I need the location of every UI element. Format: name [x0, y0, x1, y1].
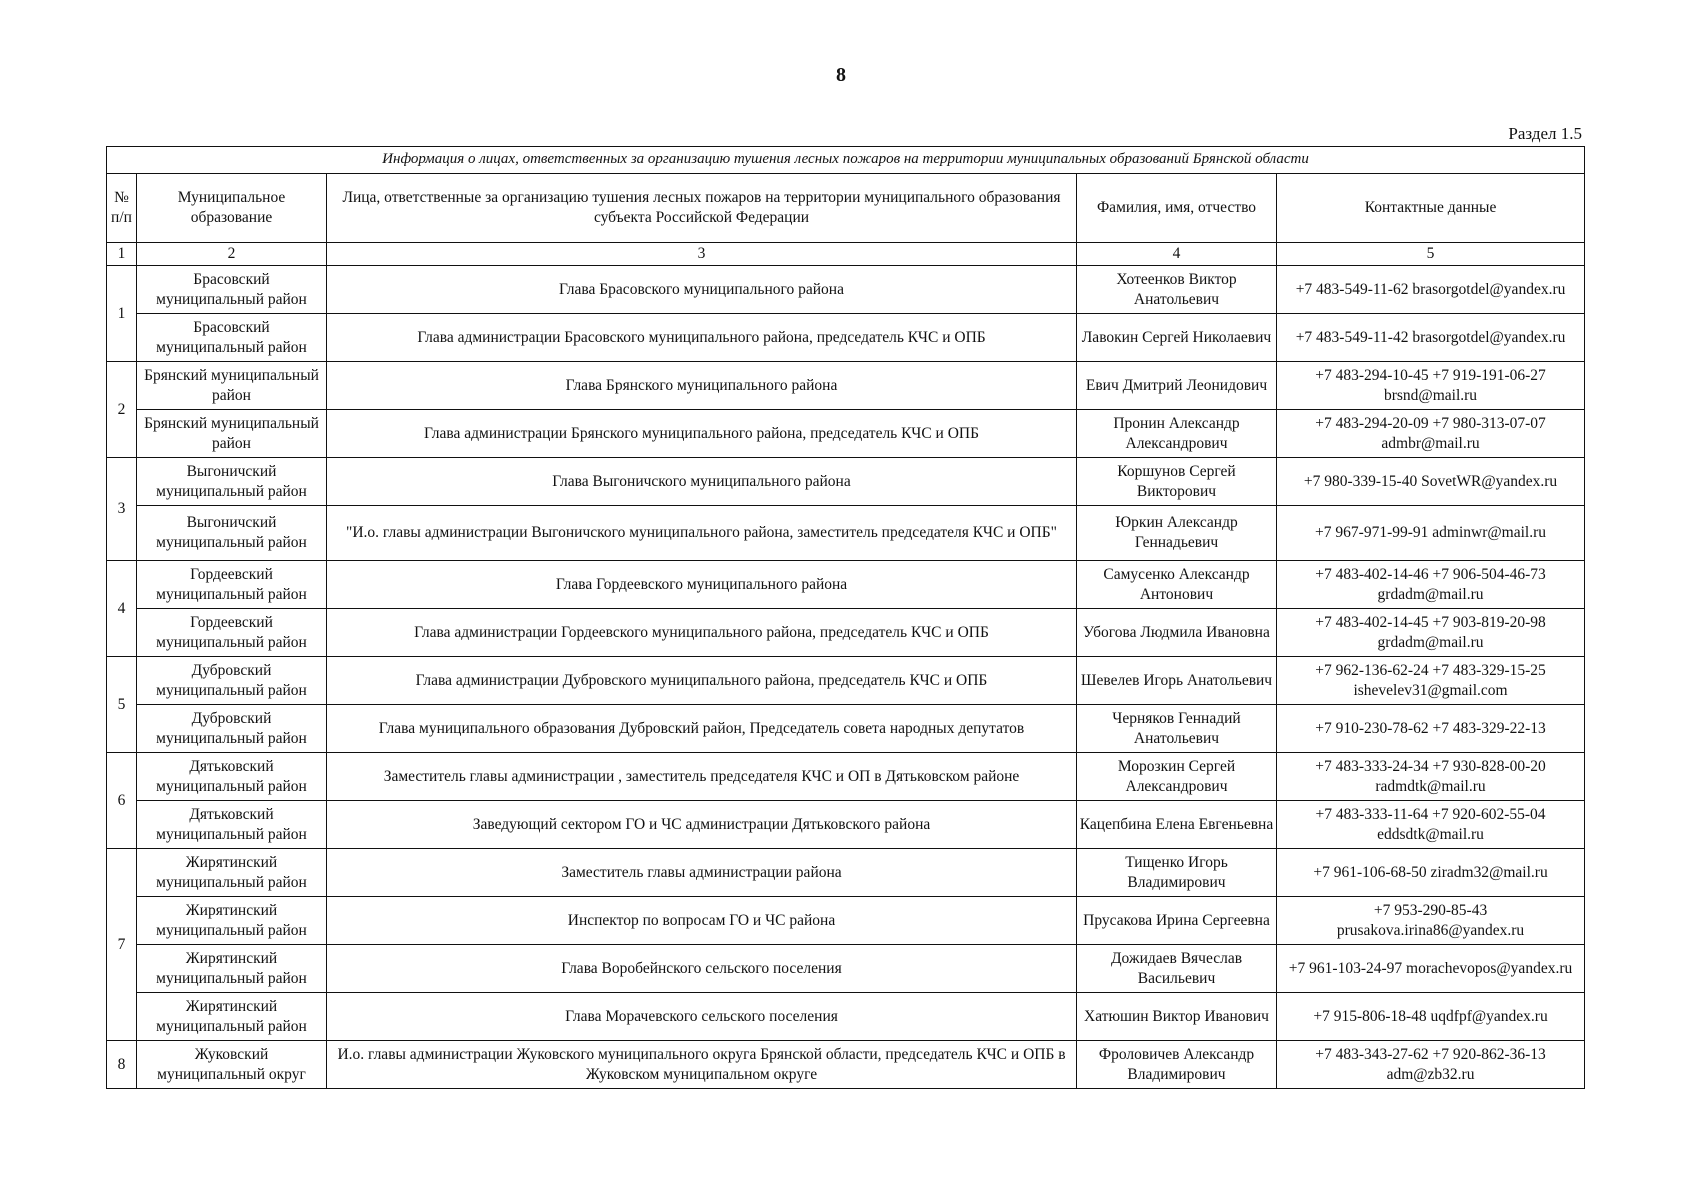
contacts-cell: +7 961-106-68-50 ziradm32@mail.ru [1277, 849, 1585, 897]
fio-cell: Лавокин Сергей Николаевич [1077, 314, 1277, 362]
contacts-cell: +7 961-103-24-97 morachevopos@yandex.ru [1277, 945, 1585, 993]
position-cell: И.о. главы администрации Жуковского муниципального округа Брянской области, председатель КЧС и ОПБ в Жуковском муниципальном округе [327, 1041, 1077, 1089]
header-contacts: Контактные данные [1277, 174, 1585, 243]
column-number: 1 [107, 243, 137, 266]
municipality-cell: Брасовский муниципальный район [137, 314, 327, 362]
fio-cell: Прусакова Ирина Сергеевна [1077, 897, 1277, 945]
contacts-cell: +7 483-343-27-62 +7 920-862-36-13 adm@zb32.ru [1277, 1041, 1585, 1089]
row-number-cell: 8 [107, 1041, 137, 1089]
table-row [107, 362, 1585, 410]
position-cell: Глава муниципального образования Дубровский район, Председатель совета народных депутатов [327, 705, 1077, 753]
row-number-cell: 6 [107, 753, 137, 849]
position-cell: Глава администрации Брянского муниципального района, председатель КЧС и ОПБ [327, 410, 1077, 458]
position-cell: Глава Брасовского муниципального района [327, 266, 1077, 314]
municipality-cell: Брянский муниципальный район [137, 410, 327, 458]
header-responsible: Лица, ответственные за организацию тушения лесных пожаров на территории муниципального образования субъекта Российской Федерации [327, 174, 1077, 243]
row-number-cell: 3 [107, 458, 137, 561]
municipality-cell: Брянский муниципальный район [137, 362, 327, 410]
fio-cell: Шевелев Игорь Анатольевич [1077, 657, 1277, 705]
column-number: 2 [137, 243, 327, 266]
header-num: № п/п [107, 174, 137, 243]
page-number: 8 [836, 64, 846, 86]
table-row [107, 609, 1585, 657]
contacts-cell: +7 483-402-14-46 +7 906-504-46-73 grdadm@mail.ru [1277, 561, 1585, 609]
contacts-cell: +7 483-333-11-64 +7 920-602-55-04 eddsdtk@mail.ru [1277, 801, 1585, 849]
contacts-cell: +7 980-339-15-40 SovetWR@yandex.ru [1277, 458, 1585, 506]
municipality-cell: Гордеевский муниципальный район [137, 561, 327, 609]
section-label: Раздел 1.5 [1508, 124, 1582, 143]
municipality-cell: Выгоничский муниципальный район [137, 458, 327, 506]
column-number-row [107, 243, 1585, 266]
fio-cell: Юркин Александр Геннадьевич [1077, 506, 1277, 561]
header-fio: Фамилия, имя, отчество [1077, 174, 1277, 243]
fio-cell: Убогова Людмила Ивановна [1077, 609, 1277, 657]
municipality-cell: Брасовский муниципальный район [137, 266, 327, 314]
row-number-cell: 2 [107, 362, 137, 458]
position-cell: Глава Морачевского сельского поселения [327, 993, 1077, 1041]
column-number: 5 [1277, 243, 1585, 266]
table-row [107, 657, 1585, 705]
row-number-cell: 4 [107, 561, 137, 657]
table-row [107, 801, 1585, 849]
contacts-cell: +7 483-549-11-62 brasorgotdel@yandex.ru [1277, 266, 1585, 314]
table-row [107, 993, 1585, 1041]
column-number: 4 [1077, 243, 1277, 266]
fio-cell: Хатюшин Виктор Иванович [1077, 993, 1277, 1041]
row-number-cell: 7 [107, 849, 137, 1041]
municipality-cell: Дубровский муниципальный район [137, 657, 327, 705]
fio-cell: Кацепбина Елена Евгеньевна [1077, 801, 1277, 849]
contacts-cell: +7 483-333-24-34 +7 930-828-00-20 radmdtk@mail.ru [1277, 753, 1585, 801]
fio-cell: Тищенко Игорь Владимирович [1077, 849, 1277, 897]
responsible-persons-table [106, 146, 1585, 1089]
contacts-cell: +7 483-402-14-45 +7 903-819-20-98 grdadm@mail.ru [1277, 609, 1585, 657]
municipality-cell: Жирятинский муниципальный район [137, 993, 327, 1041]
row-number-cell: 5 [107, 657, 137, 753]
position-cell: Инспектор по вопросам ГО и ЧС района [327, 897, 1077, 945]
position-cell: Заместитель главы администрации района [327, 849, 1077, 897]
fio-cell: Хотеенков Виктор Анатольевич [1077, 266, 1277, 314]
table-row [107, 561, 1585, 609]
table-row [107, 266, 1585, 314]
table-header-row [107, 174, 1585, 243]
table-row [107, 705, 1585, 753]
municipality-cell: Жирятинский муниципальный район [137, 849, 327, 897]
position-cell: Глава Выгоничского муниципального района [327, 458, 1077, 506]
fio-cell: Черняков Геннадий Анатольевич [1077, 705, 1277, 753]
position-cell: Глава администрации Дубровского муниципального района, председатель КЧС и ОПБ [327, 657, 1077, 705]
position-cell: Заведующий сектором ГО и ЧС администрации Дятьковского района [327, 801, 1077, 849]
table-row [107, 753, 1585, 801]
municipality-cell: Дятьковский муниципальный район [137, 801, 327, 849]
contacts-cell: +7 910-230-78-62 +7 483-329-22-13 [1277, 705, 1585, 753]
row-number-cell: 1 [107, 266, 137, 362]
table-body [107, 266, 1585, 1089]
position-cell: Заместитель главы администрации , заместитель председателя КЧС и ОП в Дятьковском районе [327, 753, 1077, 801]
fio-cell: Евич Дмитрий Леонидович [1077, 362, 1277, 410]
position-cell: Глава администрации Брасовского муниципального района, председатель КЧС и ОПБ [327, 314, 1077, 362]
contacts-cell: +7 953-290-85-43 prusakova.irina86@yandex.ru [1277, 897, 1585, 945]
table-row [107, 1041, 1585, 1089]
position-cell: Глава Гордеевского муниципального района [327, 561, 1077, 609]
table-title-row [107, 147, 1585, 174]
table-row [107, 314, 1585, 362]
column-number: 3 [327, 243, 1077, 266]
contacts-cell: +7 915-806-18-48 uqdfpf@yandex.ru [1277, 993, 1585, 1041]
fio-cell: Морозкин Сергей Александрович [1077, 753, 1277, 801]
fio-cell: Фроловичев Александр Владимирович [1077, 1041, 1277, 1089]
fio-cell: Пронин Александр Александрович [1077, 410, 1277, 458]
municipality-cell: Дятьковский муниципальный район [137, 753, 327, 801]
position-cell: Глава администрации Гордеевского муниципального района, председатель КЧС и ОПБ [327, 609, 1077, 657]
municipality-cell: Жуковский муниципальный округ [137, 1041, 327, 1089]
header-municipality: Муниципальное образование [137, 174, 327, 243]
fio-cell: Самусенко Александр Антонович [1077, 561, 1277, 609]
table-row [107, 945, 1585, 993]
municipality-cell: Дубровский муниципальный район [137, 705, 327, 753]
municipality-cell: Гордеевский муниципальный район [137, 609, 327, 657]
table-row [107, 849, 1585, 897]
position-cell: Глава Воробейнского сельского поселения [327, 945, 1077, 993]
table-row [107, 458, 1585, 506]
fio-cell: Дожидаев Вячеслав Васильевич [1077, 945, 1277, 993]
contacts-cell: +7 967-971-99-91 adminwr@mail.ru [1277, 506, 1585, 561]
table-row [107, 410, 1585, 458]
contacts-cell: +7 962-136-62-24 +7 483-329-15-25 ishevelev31@gmail.com [1277, 657, 1585, 705]
contacts-cell: +7 483-294-20-09 +7 980-313-07-07 admbr@mail.ru [1277, 410, 1585, 458]
municipality-cell: Жирятинский муниципальный район [137, 945, 327, 993]
table-row [107, 897, 1585, 945]
position-cell: Глава Брянского муниципального района [327, 362, 1077, 410]
position-cell: "И.о. главы администрации Выгоничского муниципального района, заместитель председателя КЧС и ОПБ" [327, 506, 1077, 561]
municipality-cell: Жирятинский муниципальный район [137, 897, 327, 945]
table-title: Информация о лицах, ответственных за организацию тушения лесных пожаров на территории муниципальных образований Брянской области [107, 147, 1585, 174]
fio-cell: Коршунов Сергей Викторович [1077, 458, 1277, 506]
contacts-cell: +7 483-549-11-42 brasorgotdel@yandex.ru [1277, 314, 1585, 362]
municipality-cell: Выгоничский муниципальный район [137, 506, 327, 561]
contacts-cell: +7 483-294-10-45 +7 919-191-06-27 brsnd@mail.ru [1277, 362, 1585, 410]
table-row [107, 506, 1585, 561]
